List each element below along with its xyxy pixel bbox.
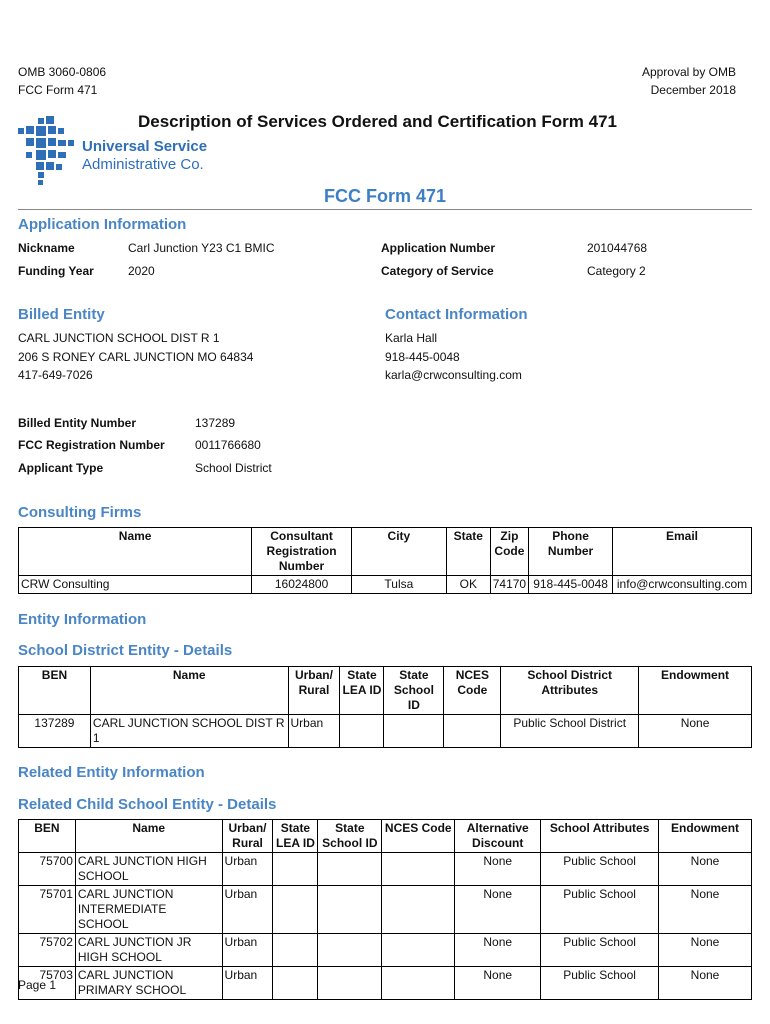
funding-year-label: Funding Year xyxy=(18,264,94,278)
column-header: Endowment xyxy=(659,820,752,853)
table-row xyxy=(19,967,752,1000)
section-billed-entity: Billed Entity xyxy=(18,306,105,323)
table-cell xyxy=(273,853,318,886)
table-cell xyxy=(382,886,455,934)
column-header: Name xyxy=(90,667,288,715)
table-cell: OK xyxy=(446,576,490,594)
page-number: Page 1 xyxy=(18,978,57,992)
column-header: State LEA ID xyxy=(340,667,384,715)
table-cell: 75701 xyxy=(19,886,76,934)
table-cell xyxy=(382,934,455,967)
form-subtitle: FCC Form 471 xyxy=(323,186,447,206)
fcc-reg-value: 0011766680 xyxy=(195,438,261,452)
billed-entity-address: 206 S RONEY CARL JUNCTION MO 64834 xyxy=(18,350,254,364)
column-header: City xyxy=(351,528,446,576)
section-related-child: Related Child School Entity - Details xyxy=(18,796,277,813)
column-header: School District Attributes xyxy=(501,667,639,715)
table-header-row xyxy=(19,667,752,715)
column-header: Name xyxy=(19,528,252,576)
funding-year-value: 2020 xyxy=(128,264,155,278)
column-header: Zip Code xyxy=(490,528,528,576)
column-header: NCES Code xyxy=(382,820,455,853)
table-cell: info@crwconsulting.com xyxy=(613,576,752,594)
table-cell: 75703 xyxy=(19,967,76,1000)
app-number-label: Application Number xyxy=(381,241,496,255)
table-cell xyxy=(384,715,444,748)
table-cell: None xyxy=(659,934,752,967)
table-cell: Urban xyxy=(222,967,273,1000)
column-header: Alternative Discount xyxy=(455,820,541,853)
contact-phone: 918-445-0048 xyxy=(385,350,460,364)
column-header: Phone Number xyxy=(529,528,613,576)
table-cell: CARL JUNCTION HIGH SCHOOL xyxy=(75,853,222,886)
column-header: Urban/ Rural xyxy=(288,667,340,715)
table-cell: Urban xyxy=(288,715,340,748)
table-cell: Public School xyxy=(541,934,659,967)
table-cell xyxy=(444,715,501,748)
table-cell xyxy=(382,853,455,886)
column-header: Email xyxy=(613,528,752,576)
column-header: Consultant Registration Number xyxy=(252,528,352,576)
table-row xyxy=(19,853,752,886)
table-cell: None xyxy=(455,853,541,886)
table-cell: 918-445-0048 xyxy=(529,576,613,594)
omb-number: OMB 3060-0806 xyxy=(18,65,107,79)
table-row xyxy=(19,934,752,967)
table-cell: None xyxy=(455,934,541,967)
column-header: NCES Code xyxy=(444,667,501,715)
column-header: BEN xyxy=(19,667,91,715)
logo-line2: Administrative Co. xyxy=(82,156,204,173)
table-cell: Urban xyxy=(222,853,273,886)
billed-entity-name: CARL JUNCTION SCHOOL DIST R 1 xyxy=(18,331,220,345)
table-cell: None xyxy=(659,853,752,886)
omb-date: December 2018 xyxy=(650,83,736,97)
table-cell: Public School xyxy=(541,967,659,1000)
school-district-table xyxy=(18,666,752,748)
category-label: Category of Service xyxy=(381,264,494,278)
contact-name: Karla Hall xyxy=(385,331,438,345)
billed-entity-phone: 417-649-7026 xyxy=(18,368,93,382)
table-cell: CARL JUNCTION JR HIGH SCHOOL xyxy=(75,934,222,967)
section-consulting: Consulting Firms xyxy=(18,504,142,521)
table-cell: CRW Consulting xyxy=(19,576,252,594)
table-cell xyxy=(318,886,382,934)
column-header: State School ID xyxy=(318,820,382,853)
table-cell: 74170 xyxy=(490,576,528,594)
ben-label: Billed Entity Number xyxy=(18,416,137,430)
table-cell: CARL JUNCTION PRIMARY SCHOOL xyxy=(75,967,222,1000)
table-cell: None xyxy=(455,967,541,1000)
table-cell: 75702 xyxy=(19,934,76,967)
table-cell xyxy=(318,934,382,967)
column-header: Name xyxy=(75,820,222,853)
table-cell: Tulsa xyxy=(351,576,446,594)
table-cell xyxy=(382,967,455,1000)
table-cell xyxy=(273,934,318,967)
consulting-table xyxy=(18,527,752,594)
contact-email: karla@crwconsulting.com xyxy=(385,368,522,382)
section-contact: Contact Information xyxy=(385,306,528,323)
table-cell xyxy=(340,715,384,748)
table-cell: Urban xyxy=(222,934,273,967)
table-cell: CARL JUNCTION INTERMEDIATE SCHOOL xyxy=(75,886,222,934)
table-cell: Public School District xyxy=(501,715,639,748)
fcc-reg-label: FCC Registration Number xyxy=(18,438,165,452)
table-cell: None xyxy=(659,886,752,934)
ben-value: 137289 xyxy=(195,416,236,430)
section-related: Related Entity Information xyxy=(18,764,205,781)
omb-approval: Approval by OMB xyxy=(641,65,736,79)
app-number-value: 201044768 xyxy=(587,241,648,255)
table-header-row xyxy=(19,528,752,576)
form-number: FCC Form 471 xyxy=(18,83,98,97)
table-cell: Public School xyxy=(541,886,659,934)
logo-line1: Universal Service xyxy=(82,138,208,155)
related-child-table xyxy=(18,819,752,1000)
column-header: State xyxy=(446,528,490,576)
column-header: State LEA ID xyxy=(273,820,318,853)
usac-logo-icon xyxy=(16,116,78,186)
category-value: Category 2 xyxy=(587,264,646,278)
table-row xyxy=(19,576,752,594)
nickname-value: Carl Junction Y23 C1 BMIC xyxy=(128,241,275,255)
column-header: BEN xyxy=(19,820,76,853)
table-cell: 16024800 xyxy=(252,576,352,594)
table-cell: None xyxy=(659,967,752,1000)
applicant-type-value: School District xyxy=(195,461,272,475)
table-cell: 75700 xyxy=(19,853,76,886)
title-divider xyxy=(18,209,752,210)
table-row xyxy=(19,886,752,934)
applicant-type-label: Applicant Type xyxy=(18,461,104,475)
column-header: Urban/ Rural xyxy=(222,820,273,853)
table-cell: Public School xyxy=(541,853,659,886)
table-cell: 137289 xyxy=(19,715,91,748)
table-header-row xyxy=(19,820,752,853)
section-entity: Entity Information xyxy=(18,611,147,628)
section-school-district: School District Entity - Details xyxy=(18,642,233,659)
column-header: School Attributes xyxy=(541,820,659,853)
document-title: Description of Services Ordered and Certification Form 471 xyxy=(138,112,617,131)
table-cell xyxy=(318,967,382,1000)
table-cell xyxy=(318,853,382,886)
table-cell: None xyxy=(455,886,541,934)
section-application: Application Information xyxy=(18,216,187,233)
table-cell: CARL JUNCTION SCHOOL DIST R 1 xyxy=(90,715,288,748)
column-header: Endowment xyxy=(639,667,752,715)
nickname-label: Nickname xyxy=(18,241,75,255)
column-header: State School ID xyxy=(384,667,444,715)
table-cell: Urban xyxy=(222,886,273,934)
table-cell xyxy=(273,886,318,934)
table-cell xyxy=(273,967,318,1000)
table-cell: None xyxy=(639,715,752,748)
table-row xyxy=(19,715,752,748)
